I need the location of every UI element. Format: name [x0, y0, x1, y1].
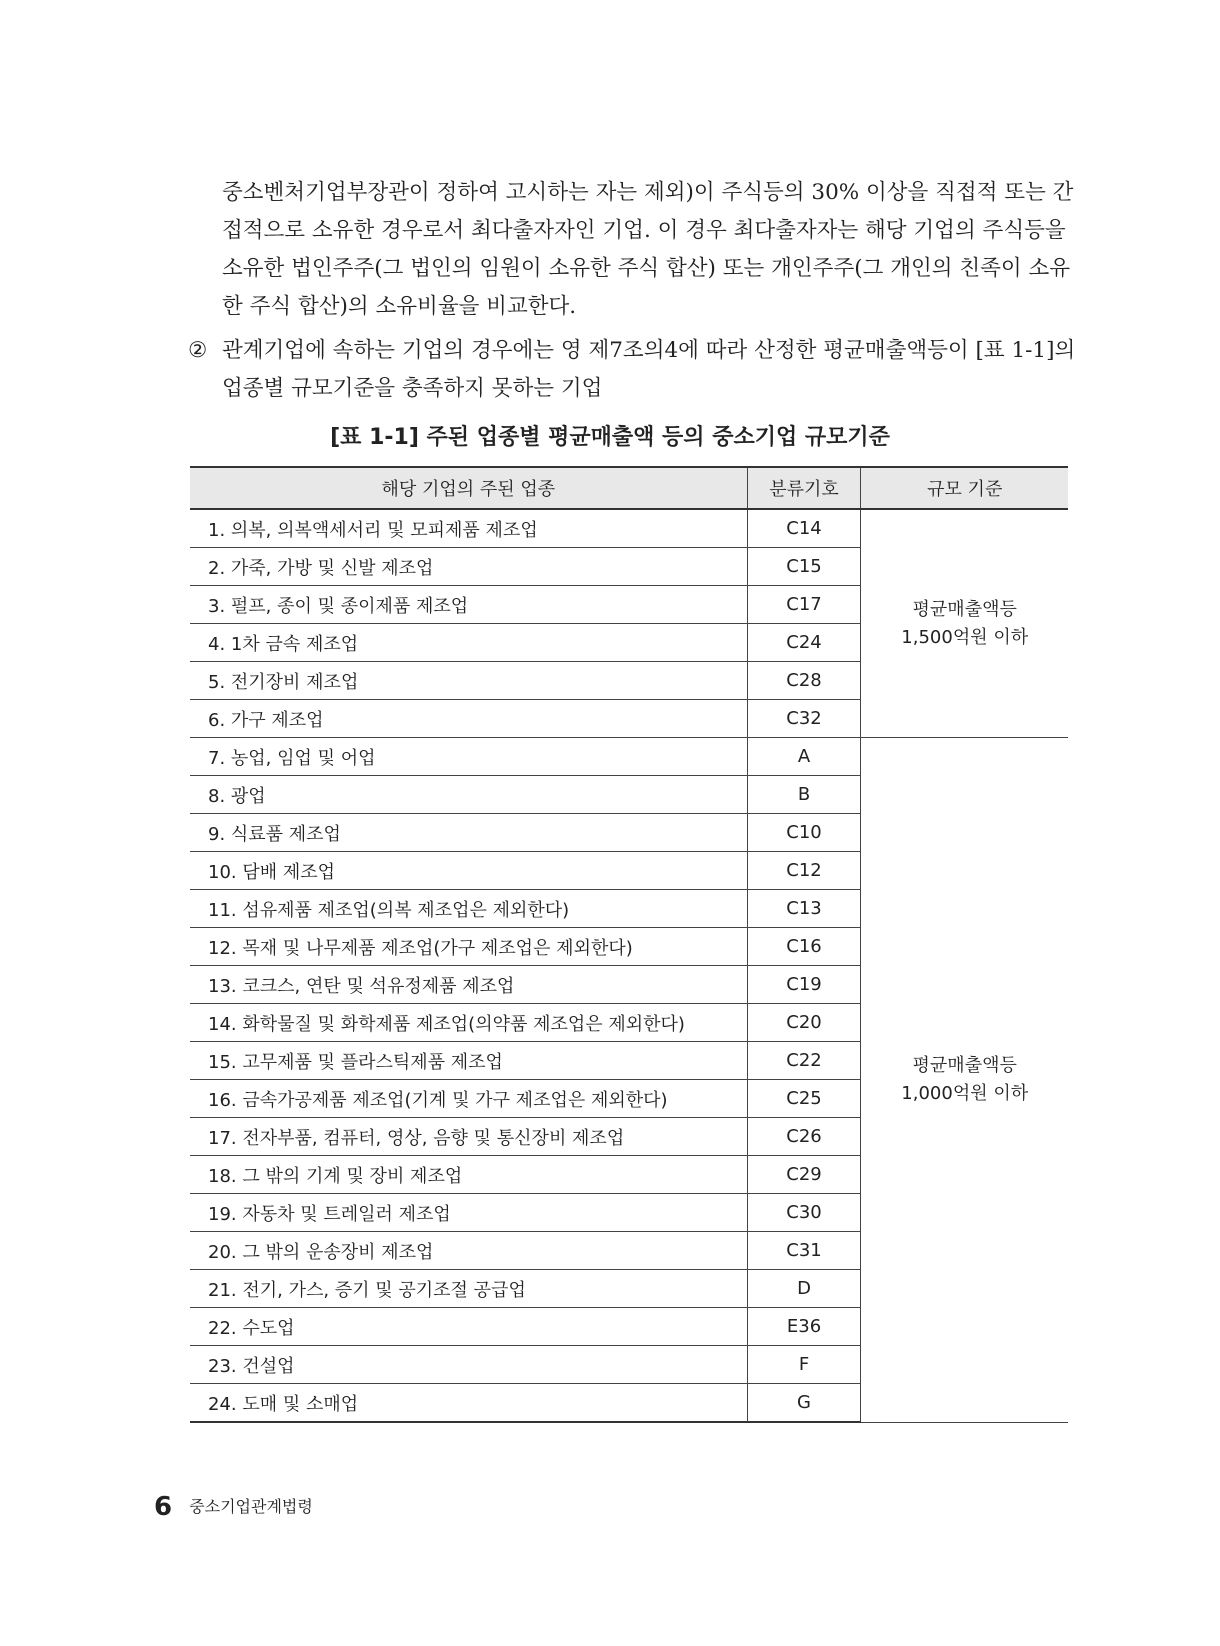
- item-line: 업종별 규모기준을 충족하지 못하는 기업: [222, 376, 603, 401]
- industry-cell: 2. 가죽, 가방 및 신발 제조업: [190, 548, 747, 586]
- industry-cell: 5. 전기장비 제조업: [190, 662, 747, 700]
- code-cell: A: [747, 738, 861, 776]
- industry-cell: 18. 그 밖의 기계 및 장비 제조업: [190, 1156, 747, 1194]
- standard-cell: [861, 738, 1068, 1423]
- paragraph-line: 중소벤처기업부장관이 정하여 고시하는 자는 제외)이 주식등의 30% 이상을 직접적 또는 간: [222, 180, 1074, 205]
- industry-cell: 24. 도매 및 소매업: [190, 1384, 747, 1423]
- table-body: [190, 509, 1068, 1422]
- table-row: [190, 738, 1068, 776]
- code-cell: C30: [747, 1194, 861, 1232]
- page-number: 6: [154, 1492, 173, 1522]
- paragraph-continued: [222, 174, 1074, 326]
- code-cell: C16: [747, 928, 861, 966]
- industry-cell: 17. 전자부품, 컴퓨터, 영상, 음향 및 통신장비 제조업: [190, 1118, 747, 1156]
- item-line: 관계기업에 속하는 기업의 경우에는 영 제7조의4에 따라 산정한 평균매출액등이 [표 1-1]의: [222, 338, 1076, 363]
- industry-cell: 15. 고무제품 및 플라스틱제품 제조업: [190, 1042, 747, 1080]
- standard-amount: 1,000억원 이하: [901, 1082, 1029, 1104]
- code-cell: C15: [747, 548, 861, 586]
- header-code: 분류기호: [747, 467, 861, 509]
- code-cell: C20: [747, 1004, 861, 1042]
- paragraph-line: 한 주식 합산)의 소유비율을 비교한다.: [222, 294, 577, 319]
- code-cell: C29: [747, 1156, 861, 1194]
- code-cell: C32: [747, 700, 861, 738]
- industry-cell: 11. 섬유제품 제조업(의복 제조업은 제외한다): [190, 890, 747, 928]
- industry-cell: 21. 전기, 가스, 증기 및 공기조절 공급업: [190, 1270, 747, 1308]
- code-cell: C24: [747, 624, 861, 662]
- page-footer: [154, 1492, 313, 1522]
- code-cell: C26: [747, 1118, 861, 1156]
- table-header-row: [190, 467, 1068, 509]
- industry-cell: 12. 목재 및 나무제품 제조업(가구 제조업은 제외한다): [190, 928, 747, 966]
- code-cell: C14: [747, 509, 861, 548]
- standard-amount: 1,500억원 이하: [901, 626, 1029, 648]
- size-standard-table: [190, 466, 1068, 1423]
- code-cell: C19: [747, 966, 861, 1004]
- code-cell: C17: [747, 586, 861, 624]
- code-cell: C12: [747, 852, 861, 890]
- standard-label: 평균매출액등: [912, 598, 1017, 620]
- header-standard: 규모 기준: [861, 467, 1068, 509]
- code-cell: C31: [747, 1232, 861, 1270]
- paragraph-line: 소유한 법인주주(그 법인의 임원이 소유한 주식 합산) 또는 개인주주(그 개인의 친족이 소유: [222, 256, 1071, 281]
- list-item-2: [188, 332, 1076, 408]
- table-row: [190, 509, 1068, 548]
- industry-cell: 19. 자동차 및 트레일러 제조업: [190, 1194, 747, 1232]
- industry-cell: 6. 가구 제조업: [190, 700, 747, 738]
- header-industry: 해당 기업의 주된 업종: [190, 467, 747, 509]
- code-cell: D: [747, 1270, 861, 1308]
- industry-cell: 20. 그 밖의 운송장비 제조업: [190, 1232, 747, 1270]
- industry-cell: 3. 펄프, 종이 및 종이제품 제조업: [190, 586, 747, 624]
- industry-cell: 7. 농업, 임업 및 어업: [190, 738, 747, 776]
- code-cell: F: [747, 1346, 861, 1384]
- code-cell: C22: [747, 1042, 861, 1080]
- code-cell: E36: [747, 1308, 861, 1346]
- code-cell: B: [747, 776, 861, 814]
- code-cell: C13: [747, 890, 861, 928]
- table-caption: [표 1-1] 주된 업종별 평균매출액 등의 중소기업 규모기준: [330, 425, 890, 450]
- book-title: 중소기업관계법령: [189, 1497, 313, 1516]
- paragraph-line: 접적으로 소유한 경우로서 최다출자자인 기업. 이 경우 최다출자자는 해당 기업의 주식등을: [222, 218, 1066, 243]
- industry-cell: 10. 담배 제조업: [190, 852, 747, 890]
- item-marker: ②: [188, 338, 208, 363]
- code-cell: C10: [747, 814, 861, 852]
- industry-cell: 16. 금속가공제품 제조업(기계 및 가구 제조업은 제외한다): [190, 1080, 747, 1118]
- industry-cell: 13. 코크스, 연탄 및 석유정제품 제조업: [190, 966, 747, 1004]
- industry-cell: 23. 건설업: [190, 1346, 747, 1384]
- code-cell: C25: [747, 1080, 861, 1118]
- industry-cell: 9. 식료품 제조업: [190, 814, 747, 852]
- industry-cell: 4. 1차 금속 제조업: [190, 624, 747, 662]
- industry-cell: 14. 화학물질 및 화학제품 제조업(의약품 제조업은 제외한다): [190, 1004, 747, 1042]
- standard-cell: [861, 509, 1068, 738]
- industry-cell: 1. 의복, 의복액세서리 및 모피제품 제조업: [190, 509, 747, 548]
- standard-label: 평균매출액등: [912, 1054, 1017, 1076]
- industry-cell: 22. 수도업: [190, 1308, 747, 1346]
- code-cell: G: [747, 1384, 861, 1423]
- code-cell: C28: [747, 662, 861, 700]
- industry-cell: 8. 광업: [190, 776, 747, 814]
